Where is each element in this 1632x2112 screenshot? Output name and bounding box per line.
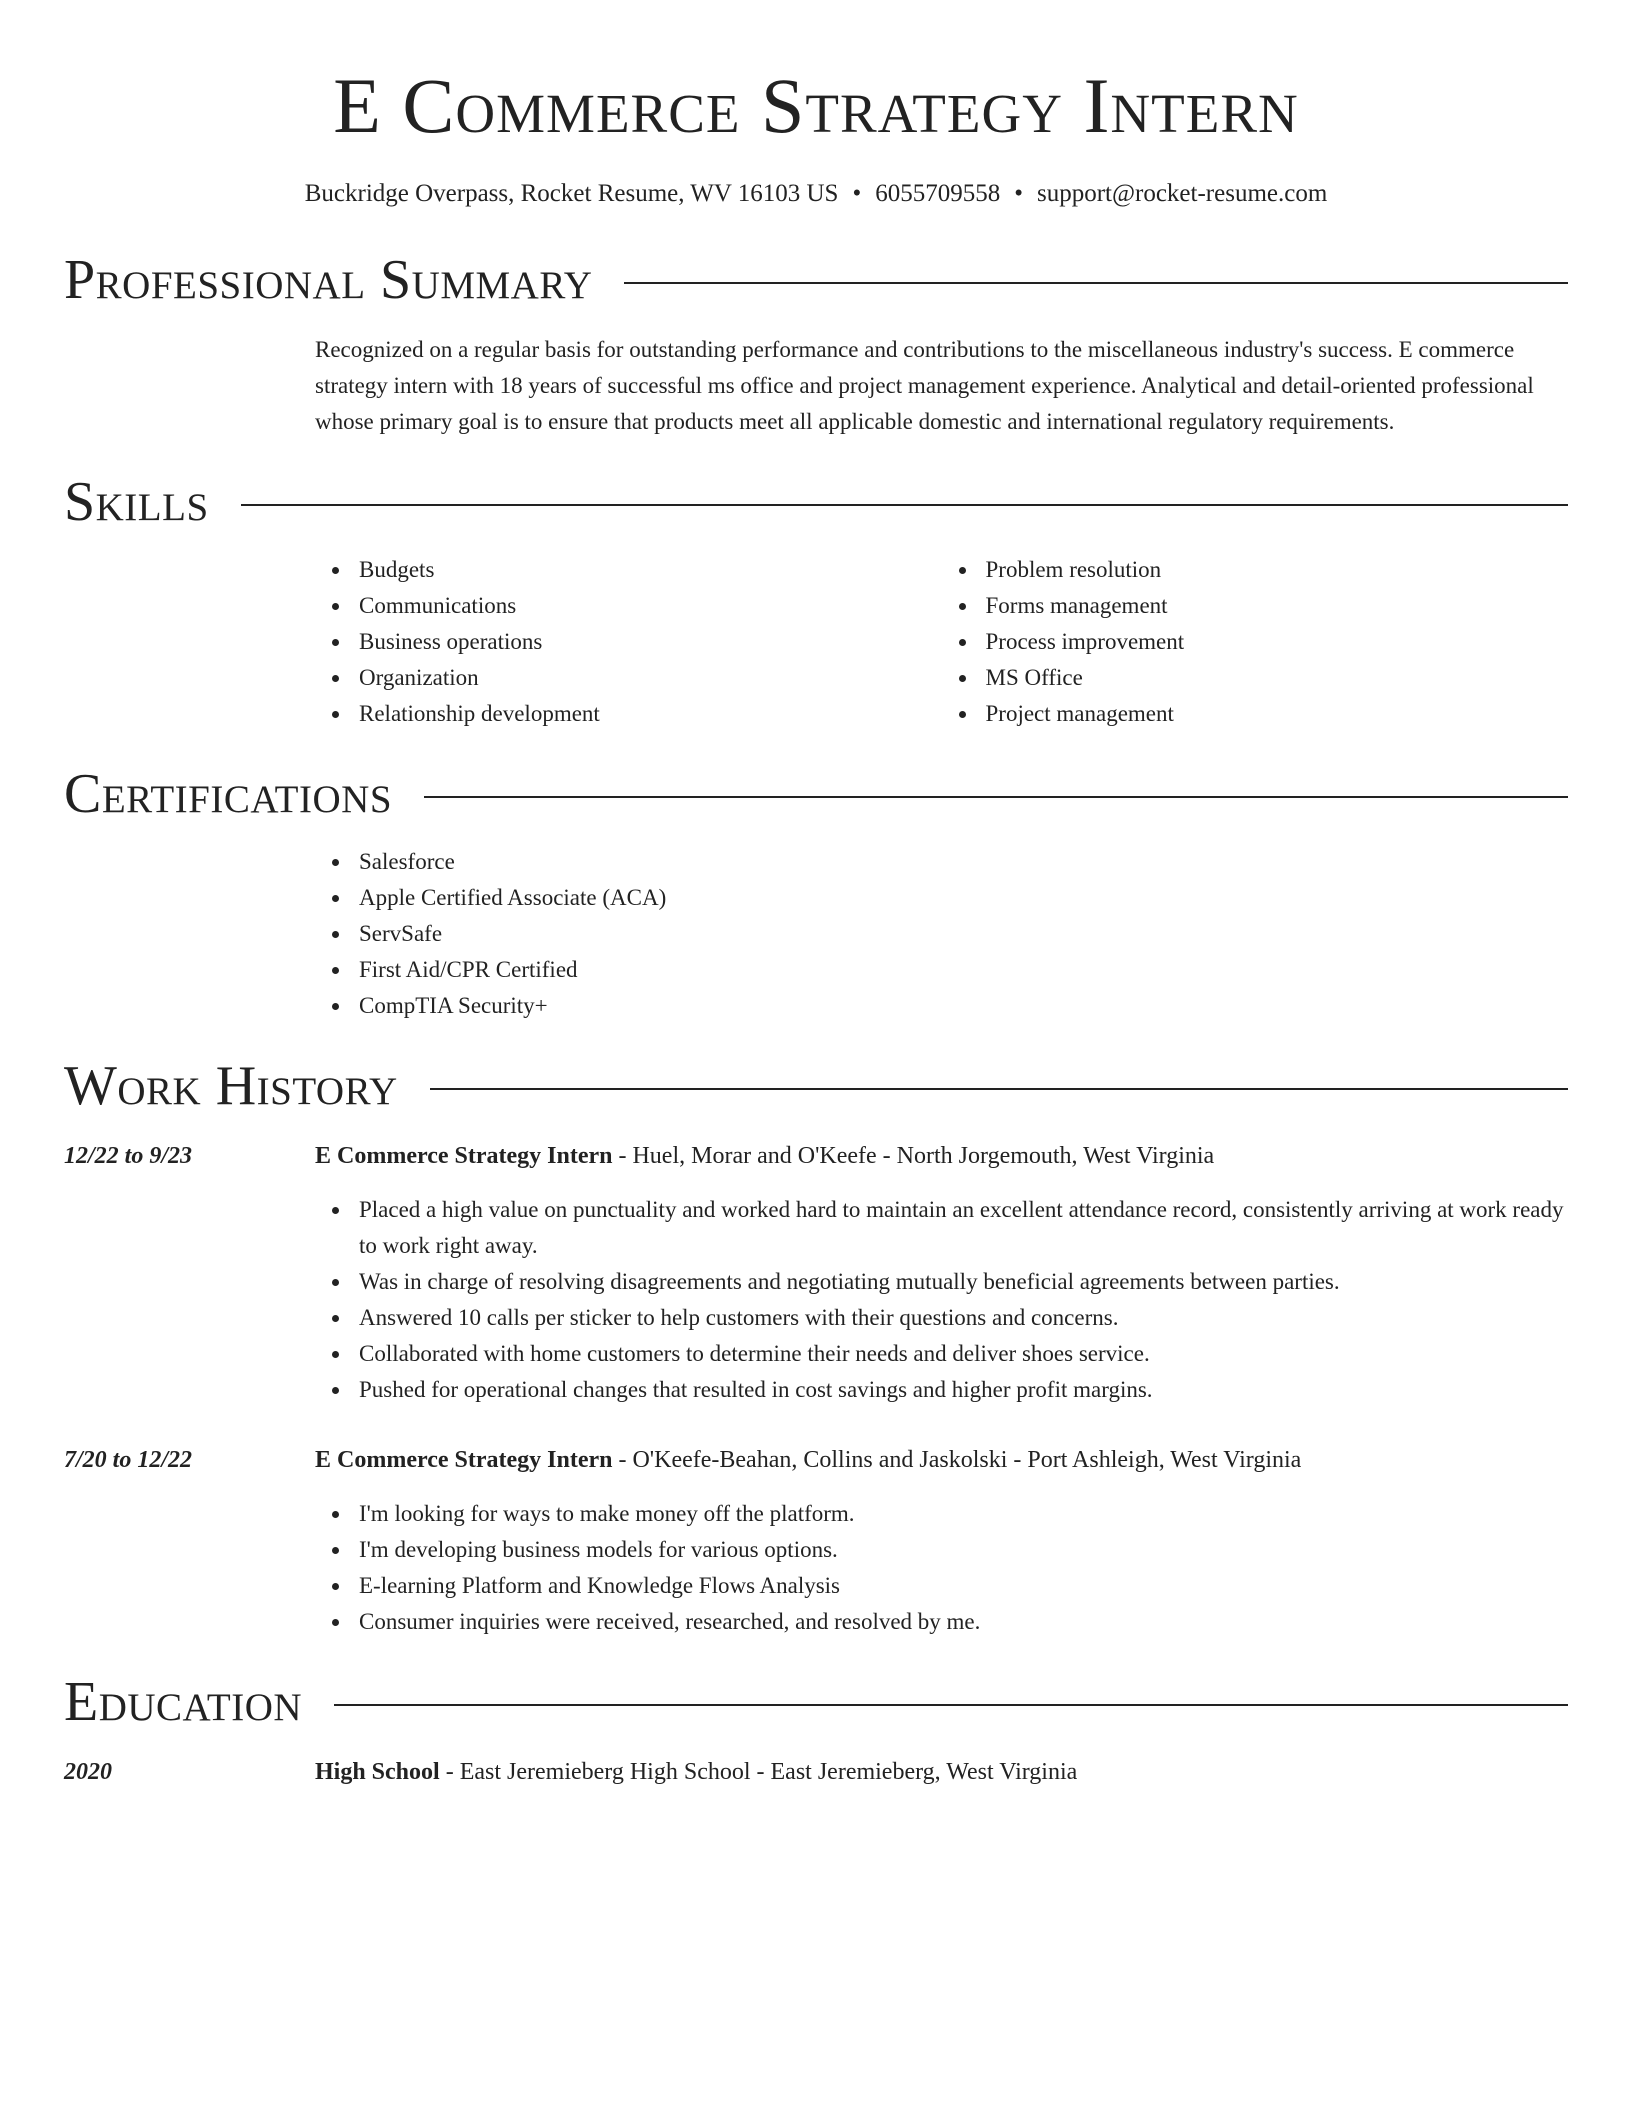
education-section-header [64, 1670, 1568, 1734]
skill-item: Process improvement [986, 624, 1569, 660]
contact-address: Buckridge Overpass, Rocket Resume, WV 16103 US [304, 180, 839, 207]
section-divider [424, 796, 1568, 798]
education-degree: High School [315, 1759, 440, 1785]
job-title: E Commerce Strategy Intern [315, 1143, 613, 1169]
work-entry-body [315, 1442, 1568, 1640]
work-entry-body [315, 1138, 1568, 1408]
education-entry-body [315, 1754, 1568, 1790]
work-dates: 12/22 to 9/23 [64, 1143, 193, 1169]
job-employer: - Huel, Morar and O'Keefe - North Jorgemouth, West Virginia [612, 1143, 1215, 1169]
skill-item: Budgets [359, 552, 942, 588]
job-bullet: I'm looking for ways to make money off the platform. [359, 1496, 1568, 1532]
contact-email[interactable]: support@rocket-resume.com [1036, 180, 1328, 207]
work-entry [64, 1138, 1568, 1408]
skills-heading: Skills [64, 471, 209, 533]
skill-item: MS Office [986, 660, 1569, 696]
certification-item: First Aid/CPR Certified [359, 952, 1568, 988]
job-bullet: Answered 10 calls per sticker to help customers with their questions and concerns. [359, 1300, 1568, 1336]
job-bullet: I'm developing business models for various options. [359, 1532, 1568, 1568]
certifications-bullets [315, 844, 1568, 1024]
certification-item: CompTIA Security+ [359, 988, 1568, 1024]
education-year: 2020 [64, 1759, 112, 1785]
work-heading: Work History [64, 1055, 398, 1117]
candidate-name: E Commerce Strategy Intern [333, 62, 1299, 149]
job-bullets [315, 1192, 1568, 1408]
contact-separator: • [1014, 180, 1023, 207]
job-employer: - O'Keefe-Beahan, Collins and Jaskolski - Port Ashleigh, West Virginia [612, 1447, 1302, 1473]
skills-list [315, 552, 1568, 732]
summary-heading: Professional Summary [64, 249, 593, 311]
education-heading: Education [64, 1671, 303, 1733]
skills-section-header [64, 470, 1568, 534]
skill-item: Problem resolution [986, 552, 1569, 588]
section-divider [624, 282, 1568, 284]
section-divider [334, 1704, 1568, 1706]
skill-item: Project management [986, 696, 1569, 732]
job-bullet: Was in charge of resolving disagreements and negotiating mutually beneficial agreements between parties. [359, 1264, 1568, 1300]
job-bullet: Placed a high value on punctuality and worked hard to maintain an excellent attendance record, consistently arriving at work ready to work right away. [359, 1192, 1568, 1264]
certifications-list [315, 844, 1568, 1024]
certifications-heading: Certifications [64, 763, 393, 825]
job-bullets [315, 1496, 1568, 1640]
contact-separator: • [852, 180, 862, 207]
skills-column-right [942, 552, 1569, 732]
education-entry [64, 1754, 1568, 1790]
work-dates: 7/20 to 12/22 [64, 1447, 193, 1473]
section-divider [241, 504, 1568, 506]
skills-column-left [315, 552, 942, 732]
work-title-line [315, 1442, 1568, 1478]
section-divider [430, 1088, 1568, 1090]
skill-item: Forms management [986, 588, 1569, 624]
work-section-header [64, 1054, 1568, 1118]
resume-page [64, 0, 1568, 1790]
work-title-line [315, 1138, 1568, 1174]
job-bullet: Collaborated with home customers to determine their needs and deliver shoes service. [359, 1336, 1568, 1372]
job-title: E Commerce Strategy Intern [315, 1447, 613, 1473]
skill-item: Business operations [359, 624, 942, 660]
certification-item: Salesforce [359, 844, 1568, 880]
education-school: - East Jeremieberg High School - East Jeremieberg, West Virginia [439, 1759, 1078, 1785]
skill-item: Communications [359, 588, 942, 624]
work-entry [64, 1442, 1568, 1640]
skill-item: Relationship development [359, 696, 942, 732]
skill-item: Organization [359, 660, 942, 696]
job-bullet: Consumer inquiries were received, researched, and resolved by me. [359, 1604, 1568, 1640]
contact-phone: 6055709558 [875, 180, 1001, 207]
contact-line [64, 178, 1568, 210]
job-bullet: E-learning Platform and Knowledge Flows Analysis [359, 1568, 1568, 1604]
summary-section-header [64, 248, 1568, 312]
summary-text: Recognized on a regular basis for outstanding performance and contributions to the miscellaneous industry's success. E commerce strategy intern with 18 years of successful ms office and project management experience. Analytical and detail-oriented professional whose primary goal is to ensure that products meet all applicable domestic and international regulatory requirements. [315, 337, 1534, 434]
education-line [315, 1754, 1568, 1790]
certifications-section-header [64, 762, 1568, 826]
certification-item: Apple Certified Associate (ACA) [359, 880, 1568, 916]
job-bullet: Pushed for operational changes that resulted in cost savings and higher profit margins. [359, 1372, 1568, 1408]
certification-item: ServSafe [359, 916, 1568, 952]
